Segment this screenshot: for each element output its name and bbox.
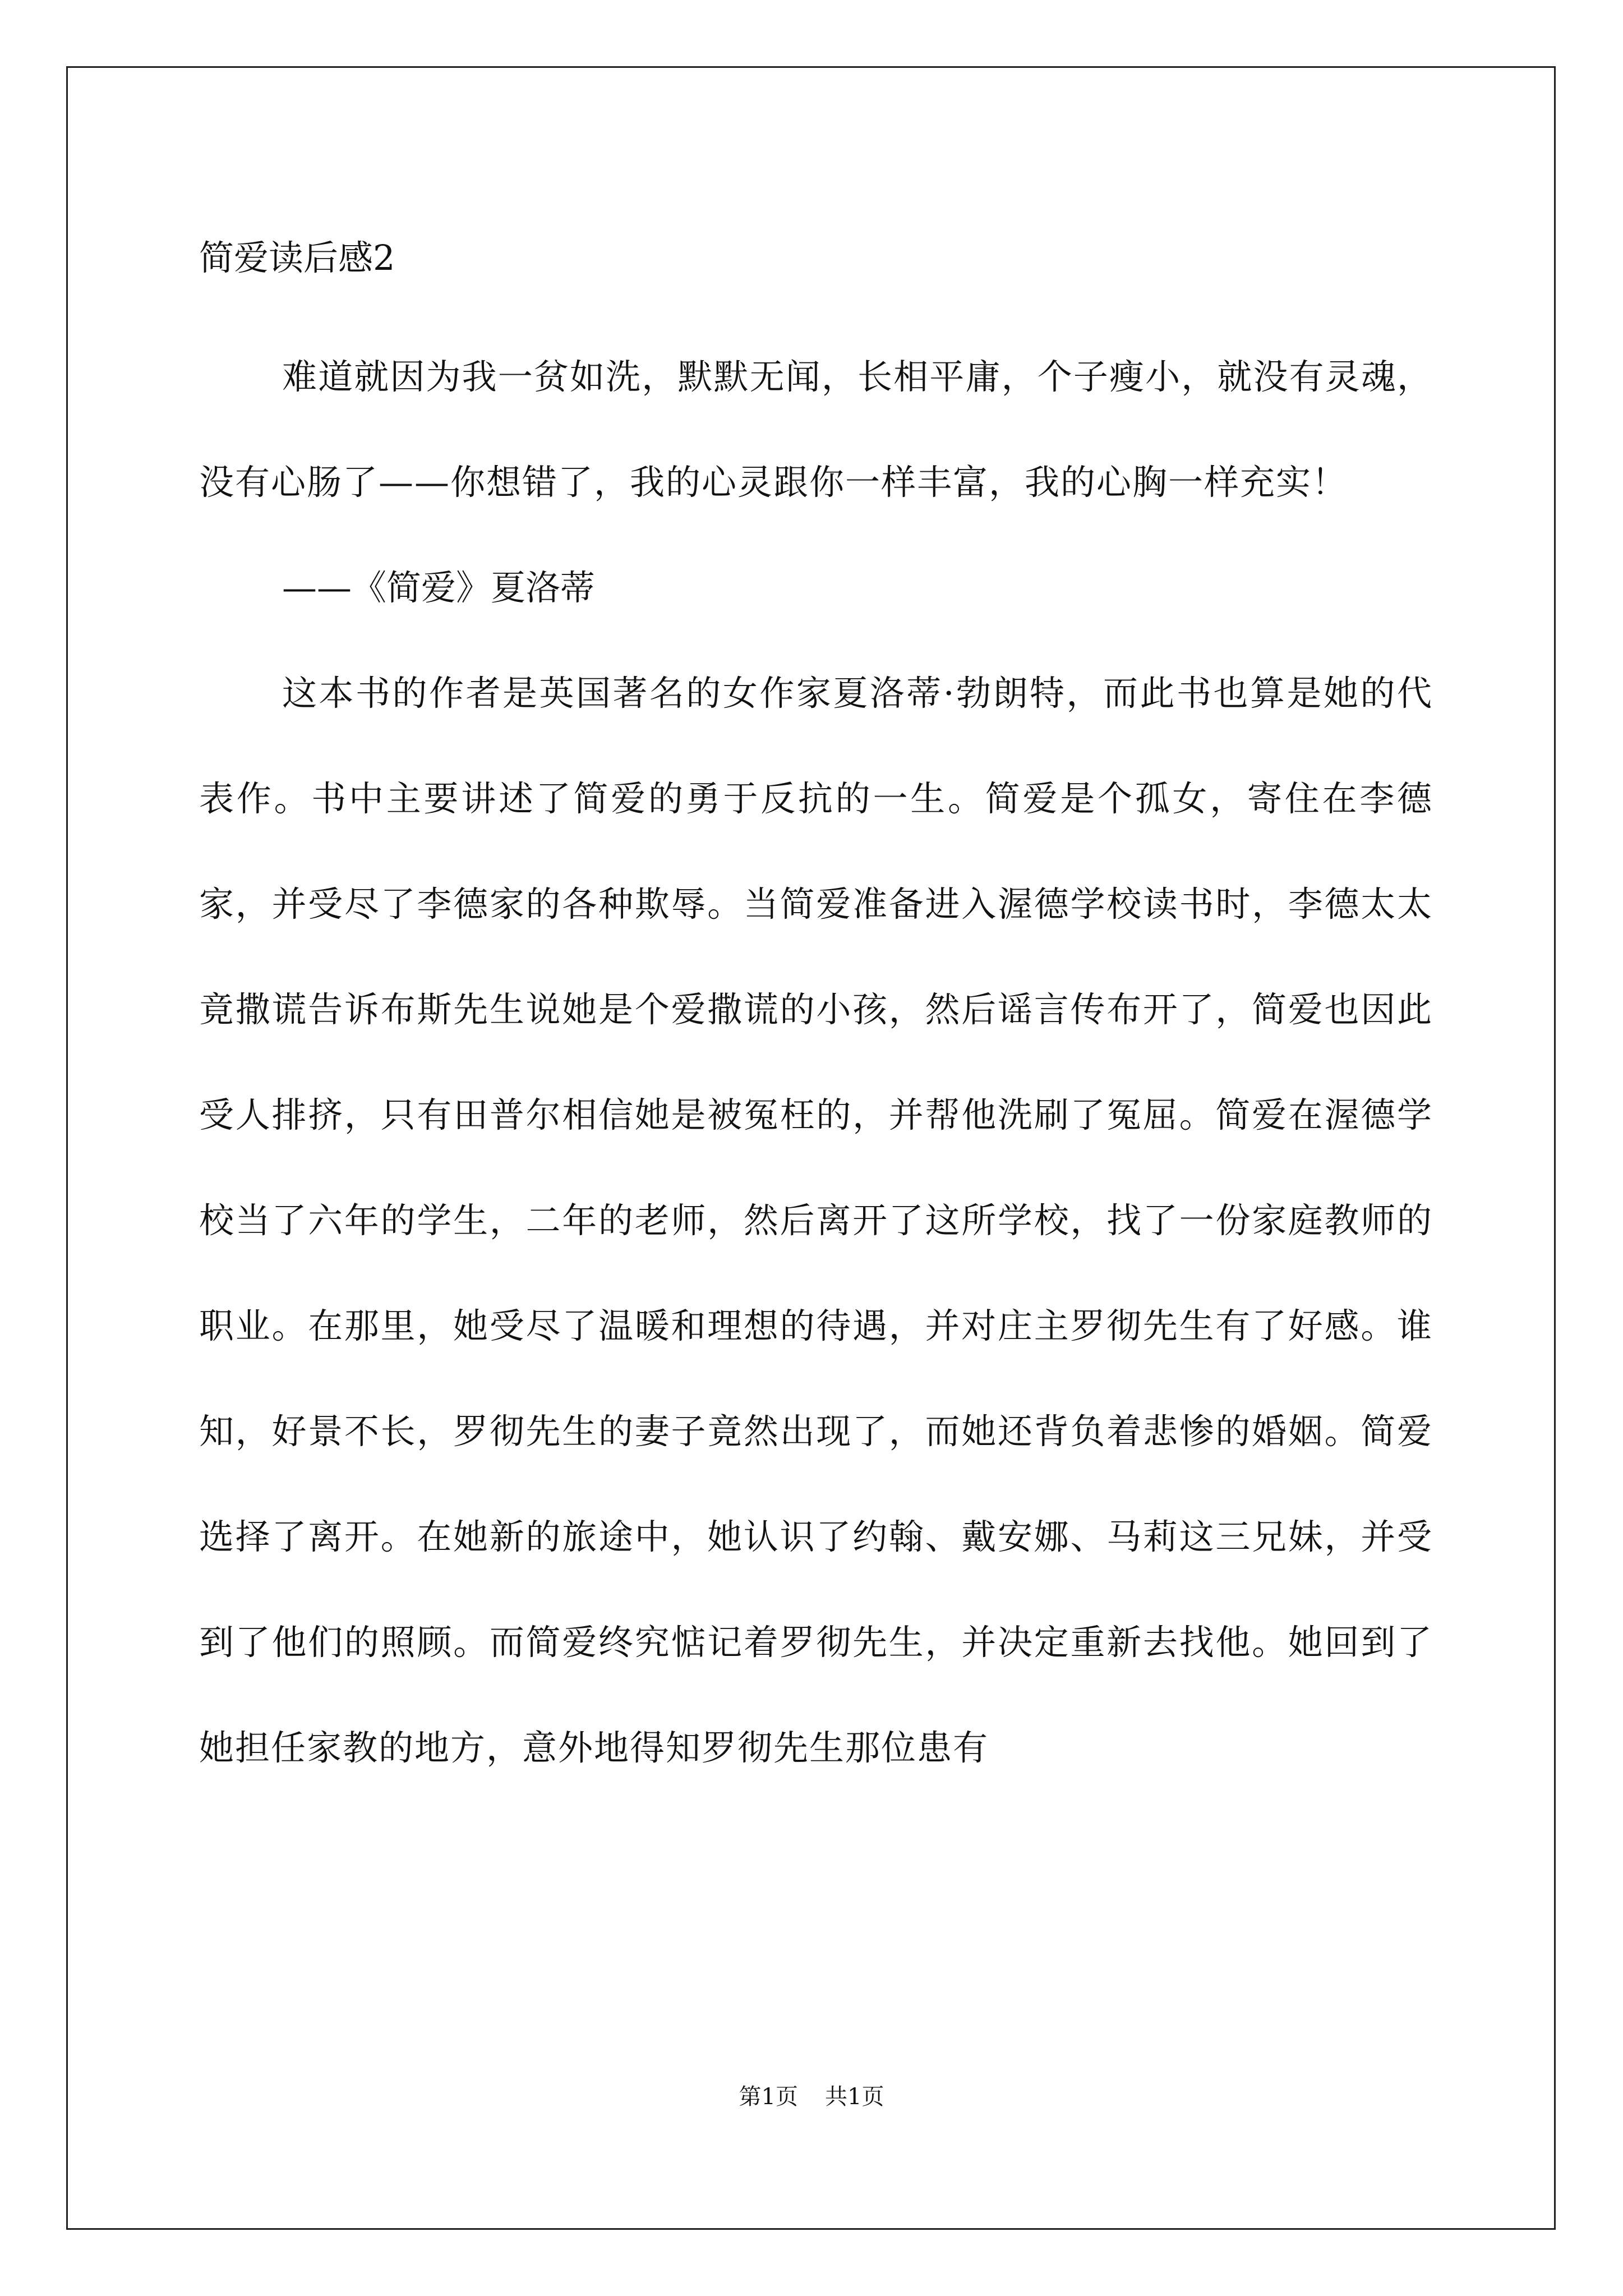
- document-title: 简爱读后感2: [199, 237, 395, 278]
- document-content: [199, 219, 1433, 1801]
- page-total: 共1页: [825, 2084, 884, 2110]
- page-footer: [0, 2080, 1623, 2114]
- quote-paragraph: 难道就因为我一贫如洗，默默无闻，长相平庸，个子瘦小，就没有灵魂，没有心肠了——你想错了，我的心灵跟你一样丰富，我的心胸一样充实！: [199, 356, 1433, 503]
- body-paragraph: 这本书的作者是英国著名的女作家夏洛蒂·勃朗特，而此书也算是她的代表作。书中主要讲述了简爱的勇于反抗的一生。简爱是个孤女，寄住在李德家，并受尽了李德家的各种欺辱。当简爱准备进入渥德学校读书时，李德太太竟撒谎告诉布斯先生说她是个爱撒谎的小孩，然后谣言传布开了，简爱也因此受人排挤，只有田普尔相信她是被冤枉的，并帮他洗刷了冤屈。简爱在渥德学校当了六年的学生，二年的老师，然后离开了这所学校，找了一份家庭教师的职业。在那里，她受尽了温暖和理想的待遇，并对庄主罗彻先生有了好感。谁知，好景不长，罗彻先生的妻子竟然出现了，而她还背负着悲惨的婚姻。简爱选择了离开。在她新的旅途中，她认识了约翰、戴安娜、马莉这三兄妹，并受到了他们的照顾。而简爱终究惦记着罗彻先生，并决定重新去找他。她回到了她担任家教的地方，意外地得知罗彻先生那位患有: [199, 673, 1433, 1768]
- page-number: 第1页: [739, 2084, 798, 2110]
- quote-source: ——《简爱》夏洛蒂: [282, 567, 596, 608]
